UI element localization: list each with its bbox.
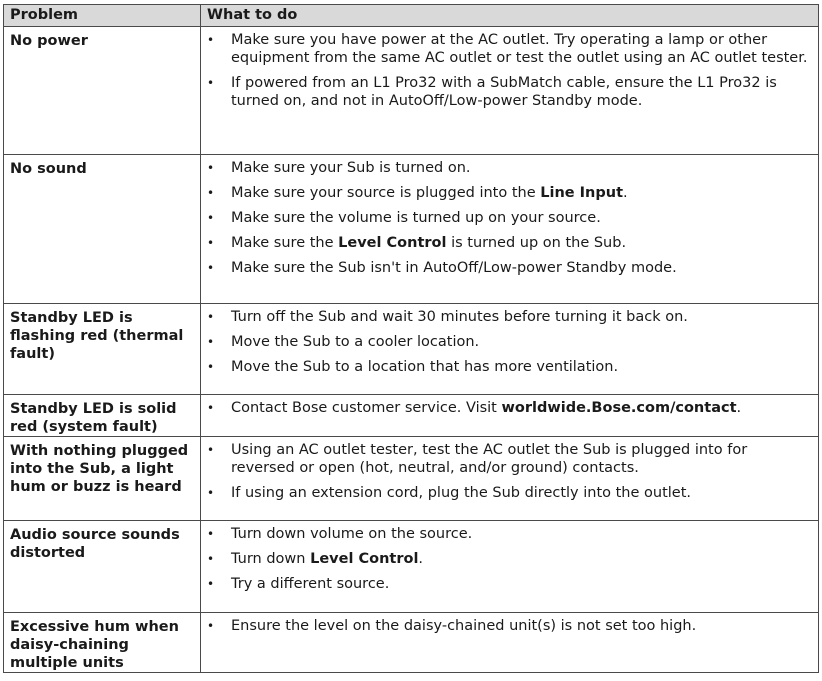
table-row	[4, 437, 819, 521]
solution-item: • Make sure your source is plugged into the Line Input.	[207, 185, 628, 201]
problem-cell: With nothing plugged into the Sub, a light hum or buzz is heard	[4, 437, 201, 521]
solution-item: • Turn down Level Control.	[207, 551, 424, 567]
solution-item: • Move the Sub to a location that has more ventilation.	[207, 359, 619, 375]
bullet-icon: •	[207, 443, 215, 457]
solution-item: • Turn off the Sub and wait 30 minutes before turning it back on.	[207, 309, 688, 325]
table-row	[4, 521, 819, 613]
bullet-icon: •	[207, 401, 215, 415]
solution-cell	[201, 304, 819, 395]
bullet-icon: •	[207, 360, 215, 374]
problem-cell: Audio source sounds distorted	[4, 521, 201, 613]
table-row	[4, 304, 819, 395]
solution-item: • If using an extension cord, plug the Sub directly into the outlet.	[207, 485, 692, 501]
bullet-icon: •	[207, 577, 215, 591]
solution-item: • Using an AC outlet tester, test the AC outlet the Sub is plugged into for reversed or open (hot, neutral, and/or ground) contacts.	[207, 442, 748, 476]
bullet-icon: •	[207, 161, 215, 175]
bullet-icon: •	[207, 527, 215, 541]
solution-item: • Ensure the level on the daisy-chained unit(s) is not set too high.	[207, 618, 697, 634]
problem-cell: No power	[4, 27, 201, 155]
bullet-icon: •	[207, 552, 215, 566]
contact-link: worldwide.Bose.com/contact	[501, 400, 737, 416]
troubleshooting-table	[3, 4, 819, 673]
bullet-icon: •	[207, 486, 215, 500]
bullet-icon: •	[207, 619, 215, 633]
solution-item: • Make sure your Sub is turned on.	[207, 160, 471, 176]
solution-cell	[201, 437, 819, 521]
solution-cell	[201, 155, 819, 304]
solution-cell	[201, 521, 819, 613]
solution-item: • Make sure the Level Control is turned up on the Sub.	[207, 235, 627, 251]
solution-item: • Turn down volume on the source.	[207, 526, 473, 542]
solution-item: • If powered from an L1 Pro32 with a SubMatch cable, ensure the L1 Pro32 is turned on, and not in AutoOff/Low-power Standby mode.	[207, 75, 777, 109]
problem-cell: Standby LED is flashing red (thermal fault)	[4, 304, 201, 395]
solution-item: • Make sure you have power at the AC outlet. Try operating a lamp or other equipment from the same AC outlet or test the outlet using an AC outlet tester.	[207, 32, 808, 66]
bullet-icon: •	[207, 33, 215, 47]
solution-cell	[201, 613, 819, 673]
header-problem: Problem	[4, 5, 201, 27]
solution-item: • Make sure the Sub isn't in AutoOff/Low-power Standby mode.	[207, 260, 677, 276]
solution-cell	[201, 27, 819, 155]
header-what-to-do: What to do	[201, 5, 819, 27]
solution-item: • Move the Sub to a cooler location.	[207, 334, 480, 350]
table-row	[4, 155, 819, 304]
table-row	[4, 395, 819, 437]
bullet-icon: •	[207, 310, 215, 324]
problem-cell: No sound	[4, 155, 201, 304]
problem-cell: Excessive hum when daisy-chaining multiple units	[4, 613, 201, 673]
solution-item: • Contact Bose customer service. Visit worldwide.Bose.com/contact.	[207, 400, 742, 416]
bullet-icon: •	[207, 76, 215, 90]
solution-cell	[201, 395, 819, 437]
table-header-row	[4, 5, 819, 27]
table-row	[4, 27, 819, 155]
problem-cell: Standby LED is solid red (system fault)	[4, 395, 201, 437]
bullet-icon: •	[207, 261, 215, 275]
bullet-icon: •	[207, 186, 215, 200]
solution-item: • Try a different source.	[207, 576, 390, 592]
table-row	[4, 613, 819, 673]
bullet-icon: •	[207, 236, 215, 250]
bullet-icon: •	[207, 335, 215, 349]
solution-item: • Make sure the volume is turned up on your source.	[207, 210, 601, 226]
bullet-icon: •	[207, 211, 215, 225]
